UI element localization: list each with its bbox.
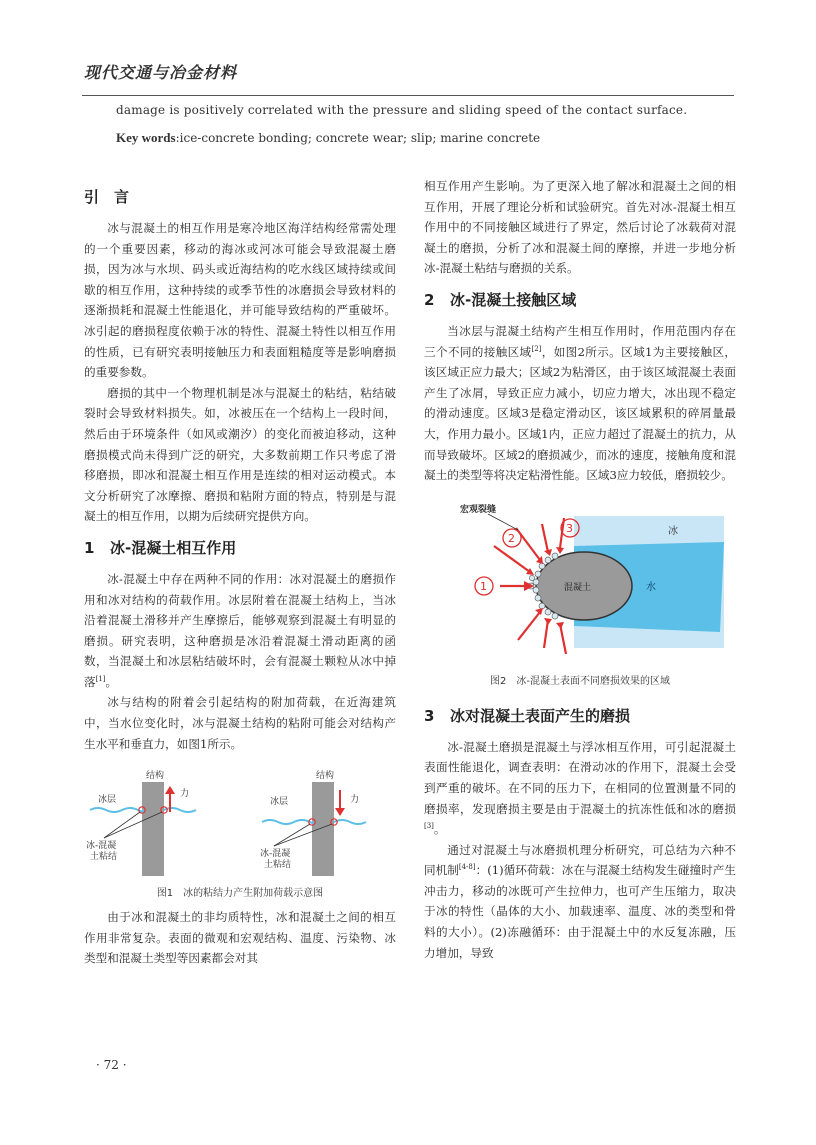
ref-4-8: [4-8] [458, 863, 476, 872]
fig1-force-up-head [165, 786, 175, 794]
fig1-structure-right [312, 782, 334, 876]
fig1-ice-left-r [164, 808, 196, 812]
section-1-paragraph-1: 冰-混凝土中存在两种不同的作用：冰对混凝土的磨损作用和冰对结构的荷载作用。冰层附着在混凝土结构上，当冰沿着混凝土滑移并产生摩擦后，能够观察到混凝土有明显的磨损。研究表明，这种磨损是冰沿着混凝土滑动距离的函数，当混凝土和冰层粘结破坏时，会有混凝土颗粒从冰中掉落[1]。 [84, 571, 396, 689]
fig1-label-structure-left: 结构 [146, 771, 165, 782]
ref-2: [2] [531, 344, 542, 353]
fig2-label-concrete: 混凝土 [564, 582, 592, 593]
fig1-label-ice-right: 冰层 [270, 797, 289, 808]
fig1-leader-right-a [274, 824, 310, 846]
fig1-ice-left [90, 808, 143, 812]
figure-2-caption: 图2 冰-混凝土表面不同磨损效果的区域 [490, 675, 670, 687]
intro-paragraph-2: 磨损的其中一个物理机制是冰与混凝土的粘结，粘结破裂时会导致材料损失。如，冰被压在一个结构上一段时间，然后由于环境条件（如风或潮汐）的变化而被迫移动，这种磨损模式尚未得到广泛的研究，大多数前期工作只考虑了滑移磨损，即冰和混凝土相互作用是连续的相对运动模式。本文分析研究了冰摩擦、磨损和粘附方面的特点，特别是与混凝土的相互作用，以期为后续研究提供方向。 [84, 385, 396, 524]
fig1-leader-left-a [104, 812, 140, 838]
ref-1: [1] [95, 675, 106, 684]
figure-1-diagram [84, 766, 396, 878]
fig2-label-ice: 冰 [668, 525, 678, 537]
fig1-label-bond-left-1: 冰-混凝 [86, 841, 117, 852]
fig1-force-down-head [335, 808, 345, 816]
intro-heading: 引 言 [84, 188, 130, 206]
figure-2-diagram [424, 498, 736, 666]
fig2-label-water: 水 [646, 581, 656, 593]
keywords [116, 130, 540, 146]
section-1-paragraph-2: 冰与结构的附着会引起结构的附加荷载，在近海建筑中，当水位变化时，冰与混凝土结构的粘附可能会对结构产生水平和垂直力，如图1所示。 [84, 695, 396, 751]
fig1-structure-left [142, 782, 164, 876]
fig1-label-structure-right: 结构 [316, 771, 335, 782]
fig1-label-force-left: 力 [180, 789, 190, 800]
header-rule [82, 95, 734, 96]
fig1-label-bond-left-2: 土粘结 [90, 852, 118, 863]
page-number: · 72 · [96, 1058, 127, 1072]
section-3-paragraph-1: 冰-混凝土磨损是混凝土与浮冰相互作用，可引起混凝土表面性能退化，调查表明：在滑动冰的作用下，混凝土会受到严重的破坏。在不同的压力下，在相同的位置测量不同的磨损率，发现磨损主要是由于混凝土的抗冻性低和冰的磨损[3]。 [424, 739, 736, 837]
fig1-ice-right [262, 820, 315, 824]
fig2-zone-2: 2 [508, 531, 515, 545]
section-1-paragraph-3: 由于冰和混凝土的非均质特性，冰和混凝土之间的相互作用非常复杂。表面的微观和宏观结构、温度、污染物、冰类型和混凝土类型等因素都会对其 [84, 910, 396, 966]
keywords-text: ice-concrete bonding; concrete wear; slip; marine concrete [179, 131, 541, 145]
abstract-tail: damage is positively correlated with the pressure and sliding speed of the contact surface. [116, 103, 688, 117]
right-column [424, 176, 736, 963]
journal-title: 现代交通与冶金材料 [84, 63, 238, 82]
fig1-label-ice-left: 冰层 [98, 795, 117, 806]
fig2-zone-1: 1 [480, 579, 487, 593]
section-1-paragraph-3-cont: 相互作用产生影响。为了更深入地了解冰和混凝土之间的相互作用，开展了理论分析和试验研究。首先对冰-混凝土相互作用中的不同接触区域进行了界定，然后讨论了冰载荷对混凝土的磨损，分析了冰和混凝土间的摩擦，并进一步地分析冰-混凝土粘结与磨损的关系。 [424, 179, 736, 276]
figure-2 [424, 498, 736, 687]
fig1-label-force-right: 力 [350, 795, 360, 806]
section-3-heading: 3 冰对混凝土表面产生的磨损 [424, 706, 631, 725]
section-1-heading: 1 冰-混凝土相互作用 [84, 538, 237, 557]
intro-paragraph-1: 冰与混凝土的相互作用是寒冷地区海洋结构经常需处理的一个重要因素，移动的海冰或河冰可能会导致混凝土磨损，因为冰与水坝、码头或近海结构的吃水线区域持续或间歇的相互作用，这种持续的或季节性的冰磨损会导致材料的逐渐损耗和混凝土性能退化，并可能导致结构的严重破坏。冰引起的磨损程度依赖于冰的特性、混凝土特性以相互作用的性质，已有研究表明接触压力和表面粗糙度等是影响磨损的重要参数。 [84, 221, 396, 380]
ref-3: [3] [424, 822, 434, 831]
figure-1 [84, 766, 396, 899]
section-2-heading: 2 冰-混凝土接触区域 [424, 290, 577, 309]
figure-1-caption: 图1 冰的粘结力产生附加荷载示意图 [156, 888, 324, 900]
left-column [84, 176, 396, 969]
keywords-sep: : [175, 131, 180, 145]
fig1-label-bond-right-1: 冰-混凝 [260, 849, 291, 860]
fig2-label-crack: 宏观裂缝 [460, 504, 497, 515]
keywords-label: Key words [116, 130, 176, 145]
fig1-label-bond-right-2: 土粘结 [264, 860, 292, 871]
section-2-paragraph-1: 当冰层与混凝土结构产生相互作用时，作用范围内存在三个不同的接触区域[2]，如图2所示。区域1为主要接触区，该区域正应力最大；区域2为粘滑区，由于该区域混凝土表面产生了冰屑，导致正应力减小，切应力增大，冰出现不稳定的滑动速度。区域3是稳定滑动区，该区域累积的碎屑量最大，作用力最小。区域1内，正应力超过了混凝土的抗力，从而导致破坏。区域2的磨损减少，而冰的速度，接触角度和混凝土的类型等将决定粘滑性能。区域3应力较低，磨损较少。 [424, 323, 736, 483]
fig2-zone-3: 3 [566, 521, 573, 535]
section-3-paragraph-2: 通过对混凝土与冰磨损机理分析研究，可总结为六种不同机制[4-8]：(1)循环荷载：冰在与混凝土结构发生碰撞时产生冲击力，移动的冰既可产生拉伸力，也可产生压缩力，取决于冰的特性（晶体的大小、加载速率、温度、冰的类型和骨料的大小）。(2)冻融循环：由于混凝土中的水反复冻融，压力增加，导致 [424, 842, 736, 960]
fig1-ice-right-r [334, 820, 366, 824]
